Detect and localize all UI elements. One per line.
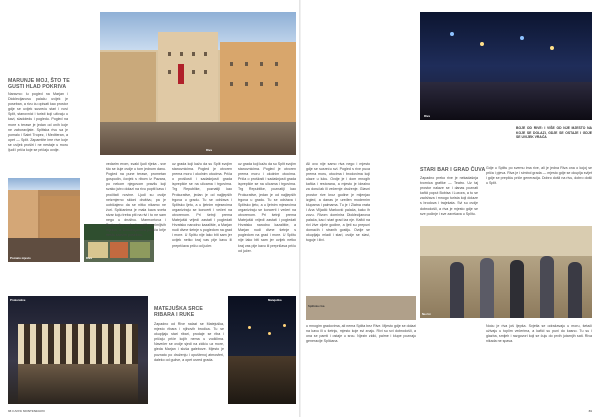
left-folio: 88 CAFFE MONTENEGRO xyxy=(8,409,45,413)
caption-arcade-photo: Prokurative xyxy=(10,298,26,302)
caption-city-photo: Riva xyxy=(206,148,212,152)
street-strip-photo xyxy=(306,296,416,320)
caption-night-photo: Matejuška xyxy=(268,298,282,302)
night-photo xyxy=(228,296,296,404)
callout-text: BOJE OD RIVE: I VIŠE OD NJE MJESTO NA KOJE SE DOLAZI, GDJE SE OSTAJE I GDJE SE UVIJEK VRAĆA xyxy=(516,126,592,140)
left-col2-text: vedarim erom, svaki ljudi rijeka - sve što se čuje ovdje u tom jednom danu. Pogled na pune terase, prometan gospodin, čovjek s ribom iz Pazara, po nekom njegovom pravilu koji svako jutro dolazi na rivu popiti kavu i pročitati novine. Ljudi su ovdje neizmjerno skloni društvu, pa je uobičajeno da se nitko nikamo ne žuri. Splićanima je mala kava sveta stvar koju treba piti na rivi i to ne sam nego u društvu. Marmontova i Prokurative vode do nekih zanimljivih mjesta, a Dioklecijanova palača krije nešto sasvim posebno. xyxy=(106,162,166,238)
caption-group-photo: Na rivi xyxy=(422,312,431,316)
sub-heading: MATEJUŠKA SRCE RIBARA I RUKE xyxy=(154,306,203,319)
event-photo xyxy=(420,12,592,120)
page-gutter xyxy=(299,0,301,417)
right-col1-text: Ali ovo nije samo riva nego i mjesto gdje se susreću svi. Pogled s rive puca prema moru, otocima i brodovima koji ulaze u luku. Ovdje je i dom mnogih kafića i restorana, a mjesto je idealno za doručak ili večernje druženje. Glavni prostor rive kroz godine je mijenjao izgled, a danas je uređen modernim klupama i palmama. Tu je i Zlatna vrata i Ana Viljadić Marković palača, kako ih zovu. Rivom dominira Dioklecijanova palača, kao i stari grad iza nje. Kafići na rivi žive cijele godine, a ljeti su prepuni domaćih i stranih gostiju. Ovdje se okupljaju mladi i stari, ovdje se slavi, tuguje i živi. xyxy=(306,162,370,243)
right-lower-col2-text: Noću je riva još ljepša. Svjetla se odražavaju u moru, šetači uživaju u toplim večerima, a kafići su puni do kasno. Tu su i glazba, smijeh i razgovori koji se čuju do prvih jutarnjih sati. Riva nikada ne spava. xyxy=(486,324,592,344)
left-col3-text: uz grada koji kažu da su Split svojim stanovnicima. Pogled je otvoren prema moru i okolnim otocima. Priča o prošlosti i sadašnjosti grada isprepliće se na ulicama i trgovima. Trg Republike, poznatiji kao Prokurative, jedan je od najljepših trgova u gradu. Tu se održava i Splitsko ljeto, a u ljetnim mjesecima organiziraju se koncerti i večeri na otvorenom. Pri šetnji prema Matejuški vrijedi zastati i pogledati Hrvatsko narodno kazalište, a Marjan nudi divne šetnje s pogledom na grad i more. U Splitu nije lako biti sam jer uvijek netko kraj vas pije kavu ili prepričava priču od jučer. xyxy=(172,162,232,248)
street-photo xyxy=(8,178,80,262)
caption-market-photo: Riva xyxy=(86,256,92,260)
left-intro-text: Naravno: lu pogled na Marjan i Dioklecijanovu palaču uvijek je poseban, a rivu ću opisati kao prostor gdje se uvijek susreću stari i novi Split, stanovnici i turisti koji uživaju u kavi, sladoledu i pogledu. Pogled na more s terase je jedan od onih koje ne zaboravljate. Splitska rivu sa je pomalo i Saint Tropez, i Mediteran, a opet — Split. Zapamtite ime rive koje se uvijek proširi i ne nestaje u moru ljudi i priča koje se pričaju ovdje. xyxy=(8,92,68,153)
left-heading: MARUNJE MOJ, ŠTO TE GUSTI HLAD POKRIVA xyxy=(8,78,70,91)
right-lower-col1-text: u mnogim gradovima, ali nema Splita bez Rive. Mjesto gdje se dolazi na kavu ili u šetnju, mjesto koje svi znaju. Rivi su svi dobrodošli, a ona se pamti i ostaje u srcu. Njezin zidić, palme i klupe poznaju generacije Splićana. xyxy=(306,324,416,344)
right-folio: 89 xyxy=(588,409,592,413)
group-photo xyxy=(420,226,592,318)
sub-body-text: Zapadno od Rive nalazi se Matejuška, mjesto ribara i njihovih brodica. Tu se okupljaju stari ribari, prodaje se riba i pričaju priče kojih nema u vodičima. Navečer se ovdje sjedi na zidiću uz more, gleda Marjan i sluša galebove. Mjesto je poznato po druženju i opuštenoj atmosferi, daleko od gužve, a opet usred grada. xyxy=(154,322,224,362)
caption-street-photo: Poznato mjesto xyxy=(10,256,31,260)
caption-street-strip: Splitska riva xyxy=(308,304,325,308)
right-col3-text: Gdje u Splitu po svemu ima rive, ali je jedna Riva ona o kojoj se priča i pjeva. Riva je i simbol grada — mjesto gdje se okuplja svijet i gdje se prepliću priče generacija. Dobro došli na rivu, dobro došli u Split. xyxy=(486,166,592,186)
arcade-photo xyxy=(8,296,148,404)
city-photo xyxy=(100,12,296,155)
right-col2-text: Zapadno preko rive je nekadašnja tvornica grafike — Teatro. Uz taj prostor nalaze se i danas poznati kafići poput Bobisa i Luxora, a tu se zadržava i mnogo turista koji dolaze s brodova i trajekata. Svi su ovdje dobrodošli, a riva je mjesto gdje se sve počinje i sve završava u Splitu. xyxy=(420,176,478,216)
caption-event-photo: Riva xyxy=(424,114,430,118)
right-heading: STARI BAR I GRAD ČUVA xyxy=(420,167,486,173)
left-col4-text: uz grada koji kažu da su Split svojim stanovnicima. Pogled je otvoren prema moru i okolnim otocima. Priča o prošlosti i sadašnjosti grada isprepliće se na ulicama i trgovima. Trg Republike, poznatiji kao Prokurative, jedan je od najljepših trgova u gradu. Tu se održava i Splitsko ljeto, a u ljetnim mjesecima organiziraju se koncerti i večeri na otvorenom. Pri šetnji prema Matejuški vrijedi zastati i pogledati Hrvatsko narodno kazalište, a Marjan nudi divne šetnje s pogledom na grad i more. U Splitu nije lako biti sam jer uvijek netko kraj vas pije kavu ili prepričava priču od jučer. xyxy=(238,162,296,253)
